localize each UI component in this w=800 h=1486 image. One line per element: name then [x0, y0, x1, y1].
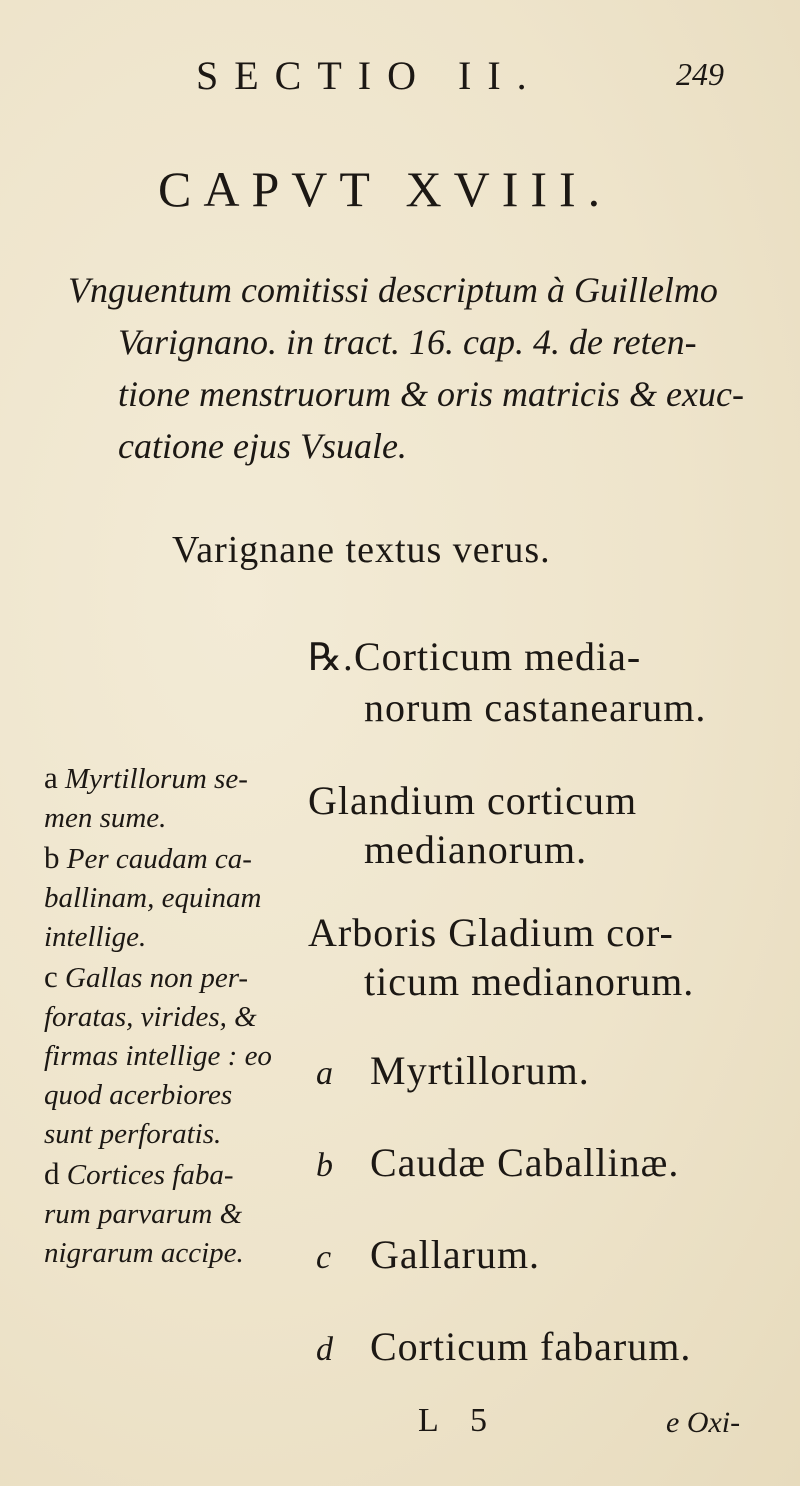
note-line: men sume.: [44, 802, 167, 834]
recipe-marker: a: [316, 1055, 334, 1092]
recipe-marker: b: [316, 1147, 334, 1184]
recipe-line-text: Glandium corticum: [308, 778, 638, 823]
recipe-line: norum castanearum.: [364, 685, 707, 730]
heading-line: catione ejus Vsuale.: [118, 426, 407, 466]
recipe-line: [308, 1138, 788, 1190]
recipe-line-text: Arboris Gladium cor-: [308, 910, 674, 955]
heading-line: Vnguentum comitissi descriptum à Guillelmo: [68, 270, 718, 310]
signature-mark: L 5: [418, 1402, 500, 1439]
note-letter: c: [44, 959, 58, 994]
note-line: [44, 758, 294, 799]
section-title: SECTIO II.: [196, 53, 543, 98]
chapter-heading: [68, 264, 768, 472]
recipe-line: [308, 1322, 788, 1374]
note-line: intellige.: [44, 921, 147, 953]
note-text: Cortices faba-: [66, 1159, 234, 1191]
recipe-line: [308, 908, 788, 957]
note-letter: b: [44, 840, 60, 875]
note-line: [44, 957, 294, 998]
running-header: [0, 52, 800, 102]
recipe-line: medianorum.: [364, 827, 588, 872]
recipe-line: [308, 1230, 788, 1282]
recipe-column: [308, 632, 788, 1374]
note-line: [44, 1154, 294, 1195]
recipe-line-text: Corticum fabarum.: [370, 1324, 692, 1369]
recipe-line: [308, 1046, 788, 1098]
note-letter: d: [44, 1156, 60, 1191]
recipe-line-text: Caudæ Caballinæ.: [370, 1140, 680, 1185]
note-line: [44, 838, 294, 879]
subheading: Varignane textus verus.: [172, 529, 551, 571]
recipe-line-text: Corticum media-: [354, 634, 642, 679]
note-line: firmas intellige : eo: [44, 1040, 272, 1072]
page-number: 249: [676, 56, 724, 92]
note-line: quod acerbiores: [44, 1079, 233, 1111]
recipe-line-text: Myrtillorum.: [370, 1048, 590, 1093]
heading-line: tione menstruorum & oris matricis & exuc-: [118, 374, 744, 414]
note-line: foratas, virides, &: [44, 1001, 257, 1033]
marginal-notes: [44, 758, 294, 1273]
note-line: rum parvarum &: [44, 1198, 243, 1230]
note-text: Myrtillorum se-: [65, 763, 248, 795]
note-letter: a: [44, 760, 58, 795]
note-line: ballinam, equinam: [44, 882, 262, 914]
recipe-marker: c: [316, 1239, 333, 1276]
note-line: sunt perforatis.: [44, 1118, 222, 1150]
recipe-line-text: Gallarum.: [370, 1232, 541, 1277]
recipe-line: ticum medianorum.: [364, 959, 695, 1004]
page-footer: [0, 1402, 800, 1452]
recipe-marker: d: [316, 1331, 334, 1368]
heading-line: Varignano. in tract. 16. cap. 4. de reten-: [118, 322, 697, 362]
note-text: Gallas non per-: [65, 962, 249, 994]
note-text: Per caudam ca-: [66, 843, 252, 875]
catchword: e Oxi-: [666, 1406, 741, 1439]
recipe-line: [308, 632, 788, 683]
recipe-line: [308, 776, 788, 825]
note-line: nigrarum accipe.: [44, 1237, 244, 1269]
chapter-title: CAPVT XVIII.: [158, 161, 613, 217]
recipe-sign-icon: ℞.: [308, 637, 354, 679]
